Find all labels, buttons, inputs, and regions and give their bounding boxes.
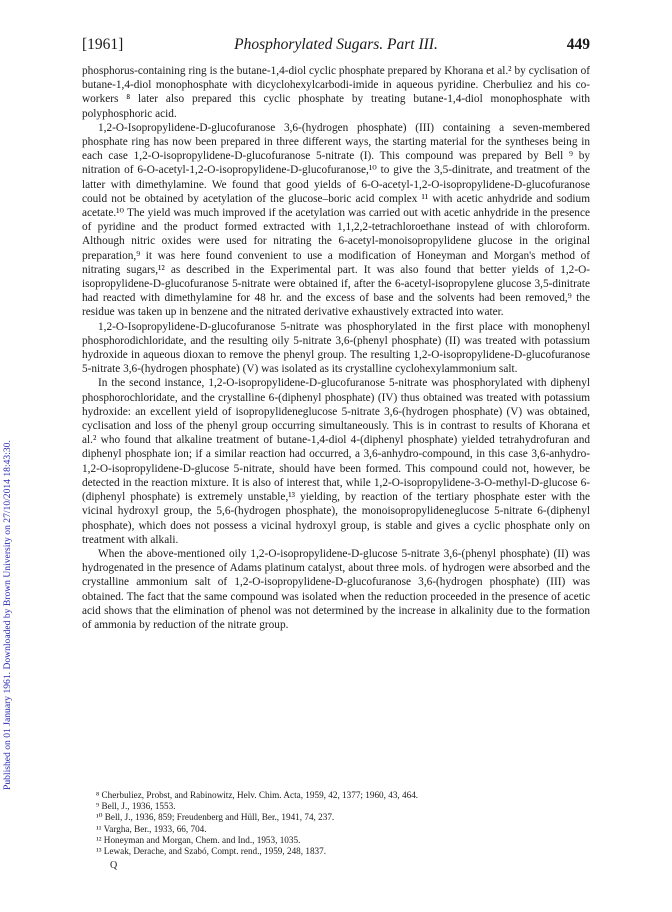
footnote: ¹⁰ Bell, J., 1936, 859; Freudenberg and Hüll, Ber., 1941, 74, 237. bbox=[96, 812, 335, 823]
header-year: [1961] bbox=[82, 36, 124, 53]
paragraph: When the above-mentioned oily 1,2-O-isopropylidene-D-glucose 5-nitrate 3,6-(phenyl phosphate) (II) was hydrogenated in the presence of Adams platinum catalyst, about three mols. of hydrogen were absorbed and the crystalline ammonium salt of 1,2-O-isopropylidene-D-glucofuranose 3,6-(hydrogen phosphate) (III) was obtained. The fact that the same compound was isolated when the reduction proceeded in the presence of acetic acid shows that the elimination of phenol was not determined by the increase in alkalinity due to the formation of ammonia by reduction of the nitrate group. bbox=[82, 547, 590, 631]
signature-mark: Q bbox=[110, 860, 118, 871]
footnote: ⁸ Cherbuliez, Probst, and Rabinowitz, Helv. Chim. Acta, 1959, 42, 1377; 1960, 43, 464. bbox=[96, 790, 419, 800]
paragraph: In the second instance, 1,2-O-isopropylidene-D-glucofuranose 5-nitrate was phosphorylated with diphenyl phosphorochloridate, and the crystalline 6-(diphenyl phosphate) (IV) thus obtained was treated with potassium hydroxide: an excellent yield of isopropylideneglucose 5-nitrate 3,6-(hydrogen phosphate) (V) was obtained, cyclisation and loss of the phenyl group occurring simultaneously. This is in contrast to results of Khorana et al.² who found that alkaline treatment of butane-1,4-diol 4-(diphenyl phosphate) yielded tetrahydrofuran and diphenyl phosphate ion; if a similar reaction had occurred, a 3,6-anhydro-compound, in this case 3,6-anhydro-1,2-O-isopropylidene-D-glucose 5-nitrate, should have been formed. This compound could not, however, be detected in the reaction mixture. It is also of interest that, while 1,2-O-isopropylidene-3-O-methyl-D-glucose 6-(diphenyl phosphate) is extremely unstable,¹³ yielding, by reaction of the tertiary phosphate ester with the vicinal hydroxyl group, the 5,6-(hydrogen phosphate), the monoisopropylideneglucose 5-nitrate 6-(diphenyl phosphate), which does not possess a vicinal hydroxyl group, is stable and gives a cyclic phosphate only on treatment with alkali. bbox=[82, 377, 590, 546]
footnotes bbox=[96, 790, 590, 857]
paragraph: 1,2-O-Isopropylidene-D-glucofuranose 5-nitrate was phosphorylated in the first place with monophenyl phosphorodichloridate, and the resulting oily 5-nitrate 3,6-(phenyl phosphate) (II) was treated with potassium hydroxide in aqueous dioxan to remove the phenyl group. The resulting 1,2-O-isopropylidene-D-glucofuranose 5-nitrate 3,6-(hydrogen phosphate) (V) was isolated as its crystalline cyclohexylammonium salt. bbox=[82, 320, 590, 376]
running-header bbox=[82, 36, 590, 56]
download-notice: Published on 01 January 1961. Downloaded by Brown University on 27/10/2014 18:43:30. bbox=[2, 440, 13, 790]
paragraph: 1,2-O-Isopropylidene-D-glucofuranose 3,6-(hydrogen phosphate) (III) containing a seven-membered phosphate ring has now been prepared in three different ways, the starting material for the syntheses being in each case 1,2-O-isopropylidene-D-glucofuranose 5-nitrate (I). This compound was prepared by Bell ⁹ by nitration of 6-O-acetyl-1,2-O-isopropylidene-D-glucofuranose,¹⁰ to give the 3,5-dinitrate, and treatment of the latter with dimethylamine. We found that good yields of 6-O-acetyl-1,2-O-isopropylidene-D-glucofuranose could not be obtained by acetylation of the glucose–boric acid complex ¹¹ with acetic anhydride and sodium acetate.¹⁰ The yield was much improved if the acetylation was carried out with acetic anhydride in the presence of pyridine and the product formed extracted with 1,1,2,2-tetrachloroethane instead of with chloroform. Although nitric oxides were used for nitrating the 6-acetyl-monoisopropylidene glucose in the original preparation,⁹ it was here found convenient to use a modification of Honeyman and Morgan's method of nitrating sugars,¹² as described in the Experimental part. It was also found that better yields of 1,2-O-isopropylidene-D-glucofuranose 5-nitrate were obtained if, after the 6-acetyl-isopropylene glucose 3,5-dinitrate had reacted with dimethylamine for 48 hr. and the excess of base and the solvents had been removed,⁹ the residue was taken up in benzene and the nitrated derivative exhaustively extracted into water. bbox=[82, 121, 590, 319]
page-number: 449 bbox=[566, 36, 590, 53]
footnote: ¹³ Lewak, Derache, and Szabó, Compt. rend., 1959, 248, 1837. bbox=[96, 846, 327, 857]
footnote: ¹¹ Vargha, Ber., 1933, 66, 704. bbox=[96, 823, 207, 834]
header-title: Phosphorylated Sugars. Part III. bbox=[234, 36, 438, 53]
footnote: ⁹ Bell, J., 1936, 1553. bbox=[96, 801, 176, 812]
paragraph: phosphorus-containing ring is the butane-1,4-diol cyclic phosphate prepared by Khorana et al.² by cyclisation of butane-1,4-diol monophosphate with dicyclohexylcarbodi-imide in aqueous pyridine. Cherbuliez and his co-workers ⁸ later also prepared this cyclic phosphate by treating butane-1,4-diol monophosphate with polyphosphoric acid. bbox=[82, 65, 590, 120]
footnote: ¹² Honeyman and Morgan, Chem. and Ind., 1953, 1035. bbox=[96, 834, 301, 845]
body-text bbox=[82, 64, 590, 632]
